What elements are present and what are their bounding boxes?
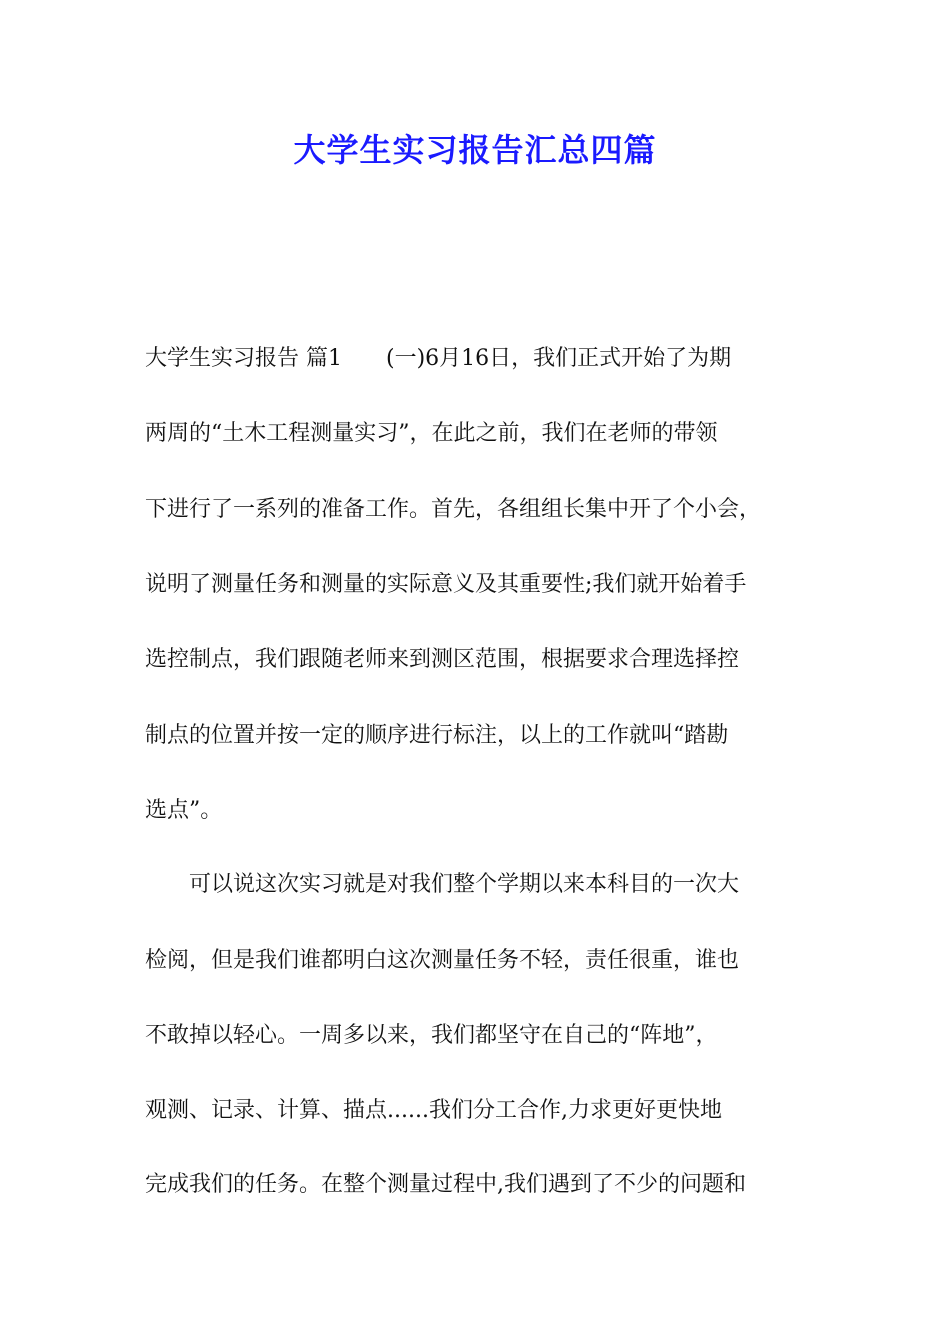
text-line: 大学生实习报告 篇1 (一)6月16日，我们正式开始了为期 [145,346,732,371]
document-body [145,344,815,1197]
text-line: 选控制点，我们跟随老师来到测区范围，根据要求合理选择控 [145,647,740,672]
text-line: 说明了测量任务和测量的实际意义及其重要性;我们就开始着手 [145,572,747,597]
text-line: 检阅，但是我们谁都明白这次测量任务不轻，责任很重，谁也 [145,948,740,973]
text-line: 选点”。 [145,798,223,823]
text-line: 可以说这次实习就是对我们整个学期以来本科目的一次大 [145,872,740,897]
text-line: 不敢掉以轻心。一周多以来，我们都坚守在自己的“阵地”， [145,1023,718,1048]
document-title: 大学生实习报告汇总四篇 [293,131,657,169]
text-line: 观测、记录、计算、描点......我们分工合作,力求更好更快地 [145,1098,722,1123]
text-line: 两周的“土木工程测量实习”，在此之前，我们在老师的带领 [145,421,718,446]
text-line: 下进行了一系列的准备工作。首先，各组组长集中开了个小会， [145,497,762,522]
text-line: 完成我们的任务。在整个测量过程中,我们遇到了不少的问题和 [145,1172,746,1197]
text-line: 制点的位置并按一定的顺序进行标注，以上的工作就叫“踏勘 [145,723,729,748]
